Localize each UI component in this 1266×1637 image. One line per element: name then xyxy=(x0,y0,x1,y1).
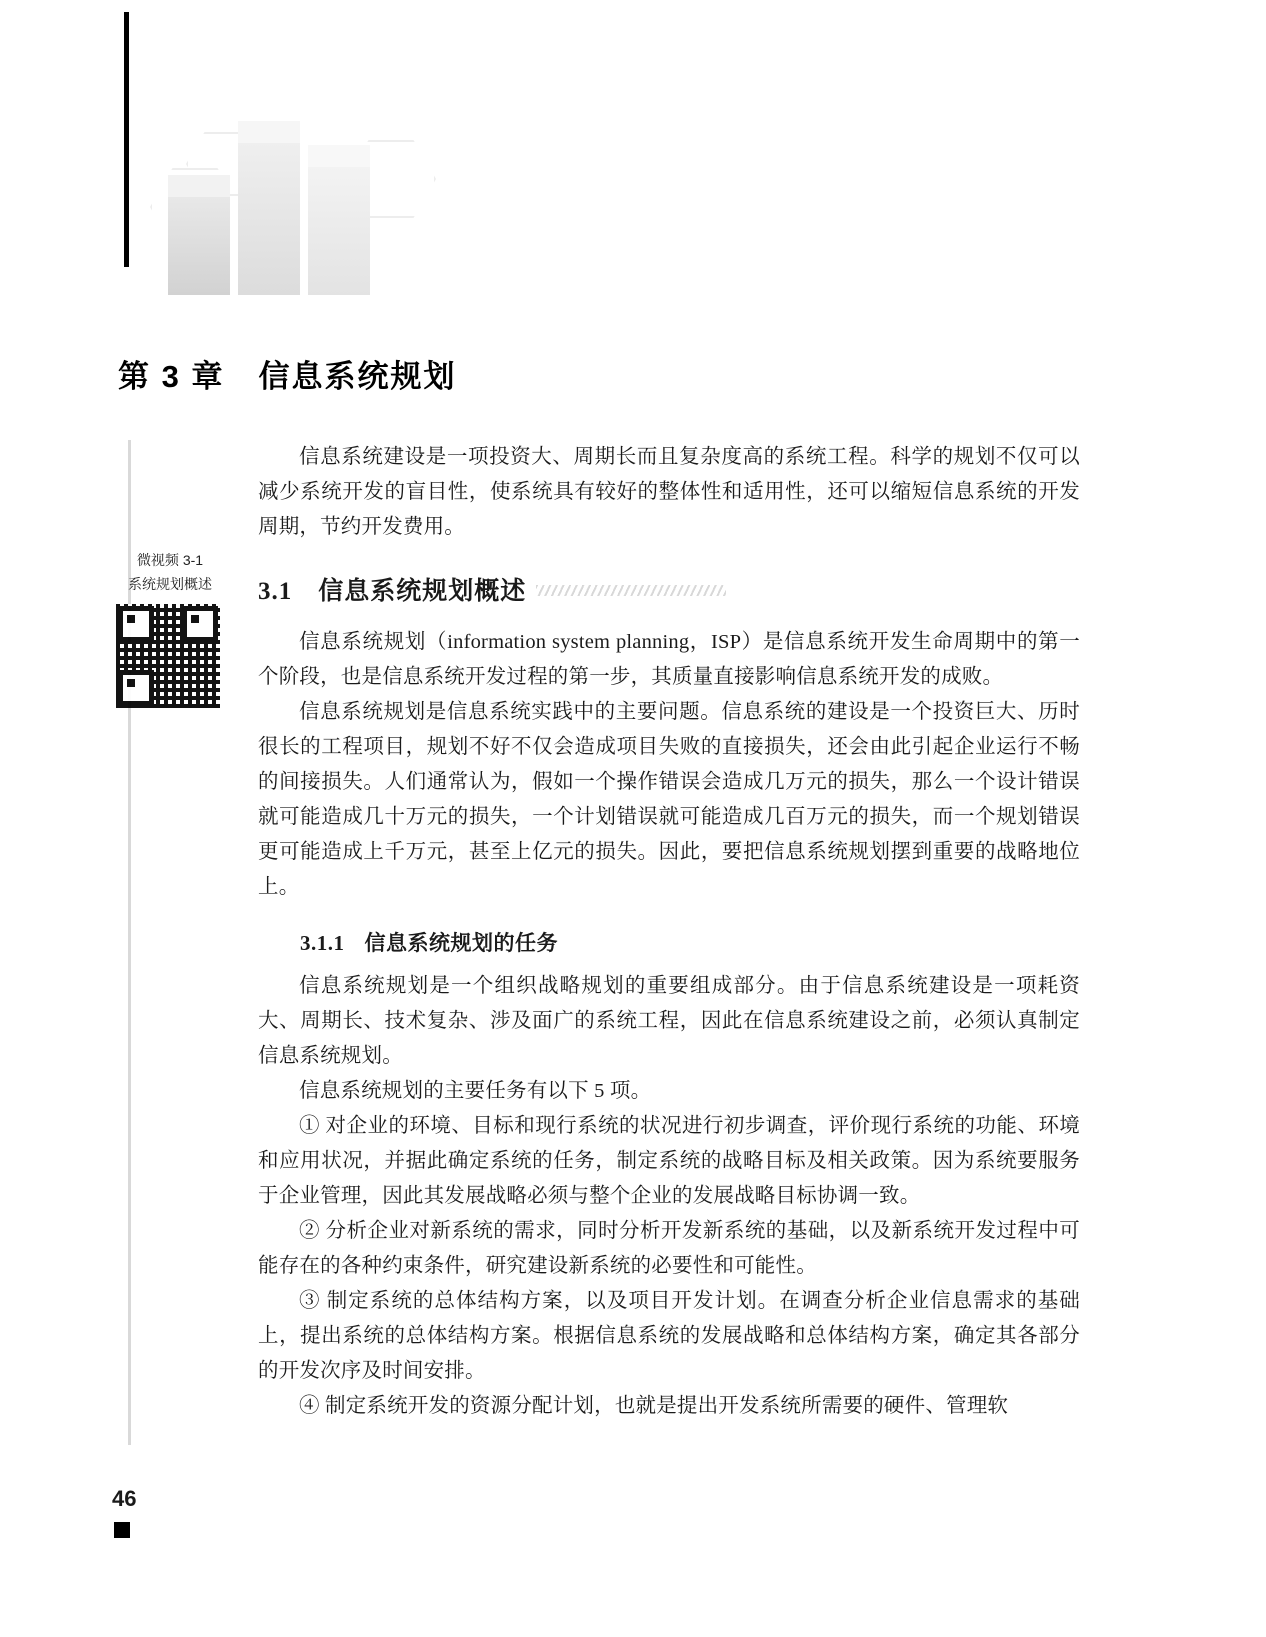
subsection-list-item: ④ 制定系统开发的资源分配计划，也就是提出开发系统所需要的硬件、管理软 xyxy=(299,1395,1009,1417)
page-number: 46 xyxy=(112,1486,137,1511)
chapter-decorative-artwork xyxy=(150,110,430,295)
section-number: 3.1 xyxy=(258,578,293,605)
subsection-paragraph: 信息系统规划是一个组织战略规划的重要组成部分。由于信息系统建设是一项耗资大、周期长、技术复杂、涉及面广的系统工程，因此在信息系统建设之前，必须认真制定信息系统规划。 xyxy=(258,975,1080,1067)
qr-code[interactable] xyxy=(116,604,220,708)
art-bar xyxy=(308,167,370,295)
art-bar xyxy=(238,143,300,295)
footer-marker xyxy=(114,1522,130,1538)
heading-decoration xyxy=(536,585,726,596)
decorative-vertical-rule xyxy=(124,12,129,267)
subsection-list-item: ③ 制定系统的总体结构方案，以及项目开发计划。在调查分析企业信息需求的基础上，提出系统的总体结构方案。根据信息系统的发展战略和总体结构方案，确定其各部分的开发次序及时间安排。 xyxy=(258,1290,1080,1382)
chapter-title-text: 信息系统规划 xyxy=(258,358,457,394)
subsection-heading xyxy=(258,927,1080,957)
section-paragraph: 信息系统规划（information system planning，ISP）是信息系统开发生命周期中的第一个阶段，也是信息系统开发过程的第一步，其质量直接影响信息系统开发的成败。 xyxy=(258,631,1080,688)
qr-finder-icon xyxy=(118,670,154,706)
art-bar-top xyxy=(168,175,230,197)
chapter-title xyxy=(118,351,456,396)
art-bar-top xyxy=(238,121,300,143)
subsection-list-item: ② 分析企业对新系统的需求，同时分析开发新系统的基础，以及新系统开发过程中可能存在的各种约束条件，研究建设新系统的必要性和可能性。 xyxy=(258,1220,1080,1277)
art-bar xyxy=(168,197,230,295)
subsection-number: 3.1.1 xyxy=(300,931,345,955)
subsection-list-item: ① 对企业的环境、目标和现行系统的状况进行初步调查，评价现行系统的功能、环境和应用状况，并据此确定系统的任务，制定系统的战略目标及相关政策。因为系统要服务于企业管理，因此其发展战略必须与整个企业的发展战略目标协调一致。 xyxy=(258,1115,1080,1207)
section-title: 信息系统规划概述 xyxy=(318,577,527,605)
section-heading xyxy=(258,571,1080,607)
section-paragraph: 信息系统规划是信息系统实践中的主要问题。信息系统的建设是一个投资巨大、历时很长的工程项目，规划不好不仅会造成项目失败的直接损失，还会由此引起企业运行不畅的间接损失。人们通常认为，假如一个操作错误会造成几万元的损失，那么一个设计错误就可能造成几十万元的损失，一个计划错误就可能造成几百万元的损失，而一个规划错误更可能造成上千万元，甚至上亿元的损失。因此，要把信息系统规划摆到重要的战略地位上。 xyxy=(258,701,1080,898)
qr-finder-icon xyxy=(182,606,218,642)
chapter-number: 第 3 章 xyxy=(118,358,225,394)
subsection-title: 信息系统规划的任务 xyxy=(364,932,558,955)
page-content xyxy=(258,440,1080,1424)
subsection-paragraph: 信息系统规划的主要任务有以下 5 项。 xyxy=(299,1080,652,1102)
chapter-intro-paragraph: 信息系统建设是一项投资大、周期长而且复杂度高的系统工程。科学的规划不仅可以减少系统开发的盲目性，使系统具有较好的整体性和适用性，还可以缩短信息系统的开发周期，节约开发费用。 xyxy=(258,446,1080,538)
video-note-line1: 微视频 3-1 xyxy=(136,552,204,568)
video-note-line2: 系统规划概述 xyxy=(128,576,212,592)
qr-finder-icon xyxy=(118,606,154,642)
art-bar-top xyxy=(308,145,370,167)
video-note xyxy=(110,548,230,596)
